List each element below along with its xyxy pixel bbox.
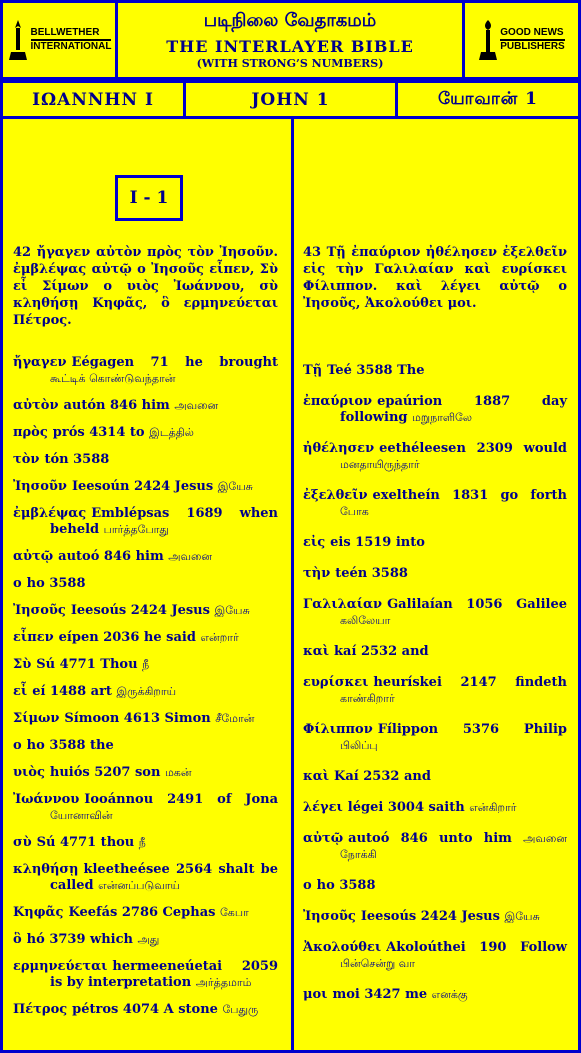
tamil-gloss: கூட்டிக் கொண்டுவந்தான் xyxy=(50,372,176,385)
logo-right-line2: PUBLISHERS xyxy=(500,41,565,52)
gloss: légei 3004 saith xyxy=(347,800,465,815)
tamil-gloss: நீ xyxy=(142,658,150,671)
tamil-gloss: மகன் xyxy=(164,766,192,779)
greek-word: Ἰωάννου xyxy=(13,792,80,807)
tamil-gloss: காண்கிறார் xyxy=(340,692,395,705)
list-item xyxy=(303,909,567,925)
greek-word: Σίμων xyxy=(13,711,60,726)
list-item xyxy=(13,765,278,781)
logo-right-line1: GOOD NEWS xyxy=(500,27,564,41)
gloss: prós 4314 to xyxy=(52,425,145,440)
tamil-gloss: அவனை நோக்கி xyxy=(340,832,567,861)
gloss: autoó 846 unto him xyxy=(348,831,512,846)
tamil-gloss: என்கிறார் xyxy=(469,801,517,814)
tamil-gloss: என்னப்படுவாய் xyxy=(98,879,180,892)
greek-word: Ἰησοῦς xyxy=(13,603,66,618)
title-tamil: படிநிலை வேதாகமம் xyxy=(203,10,377,31)
list-item xyxy=(303,769,567,785)
tamil-gloss: பார்த்தபோது xyxy=(103,523,169,536)
list-item xyxy=(303,597,567,629)
gloss: Ieesoús 2424 Jesus xyxy=(360,909,500,924)
list-item xyxy=(13,862,278,894)
greek-word: αὐτὸν xyxy=(13,398,59,413)
tamil-gloss: கேபா xyxy=(220,906,249,919)
gloss: eethéleesen 2309 would xyxy=(379,441,567,456)
greek-word: Πέτρος xyxy=(13,1002,68,1017)
book-tamil-label: யோவான் 1 xyxy=(438,88,538,109)
list-item xyxy=(13,549,278,565)
left-entry-list xyxy=(13,355,278,1029)
tamil-gloss: மறுநாளிலே xyxy=(412,411,472,424)
list-item xyxy=(303,831,567,863)
tamil-gloss: மனதாயிருந்தார் xyxy=(340,458,420,471)
greek-word: ἐπαύριον xyxy=(303,394,373,409)
tamil-gloss: இடத்தில் xyxy=(149,426,194,439)
greek-word: ἠθέλησεν xyxy=(303,441,375,456)
tamil-gloss: இயேசு xyxy=(504,910,540,923)
greek-word: Γαλιλαίαν xyxy=(303,597,383,612)
tamil-gloss: கலிலேயா xyxy=(340,614,391,627)
gloss: Símoon 4613 Simon xyxy=(64,711,211,726)
bellwether-logo xyxy=(0,0,118,80)
greek-word: αὐτῷ xyxy=(303,831,344,846)
tamil-gloss: இருக்கிறாய் xyxy=(116,685,177,698)
tamil-gloss: யோனாவின் xyxy=(50,809,113,822)
list-item xyxy=(303,441,567,473)
tamil-gloss: போக xyxy=(340,505,369,518)
greek-word: ο xyxy=(13,576,22,591)
greek-word: ο xyxy=(13,738,22,753)
gloss: autón 846 him xyxy=(63,398,170,413)
gloss: kleetheésee 2564 shalt be called xyxy=(50,862,278,893)
greek-word: εἰς xyxy=(303,535,326,550)
list-item xyxy=(13,835,278,851)
book-english-label: JOHN 1 xyxy=(251,89,330,110)
gloss: Ieesoús 2424 Jesus xyxy=(70,603,210,618)
list-item xyxy=(13,452,278,468)
gloss: Akoloúthei 190 Follow xyxy=(386,940,567,955)
list-item xyxy=(13,792,278,824)
gloss: tón 3588 xyxy=(44,452,110,467)
list-item xyxy=(13,506,278,538)
logo-left-line2: INTERNATIONAL xyxy=(30,41,112,52)
list-item xyxy=(13,657,278,673)
greek-word: ἤγαγεν xyxy=(13,355,67,370)
title-subtitle: (WITH STRONG’S NUMBERS) xyxy=(196,57,384,70)
tamil-gloss: அவனை xyxy=(168,550,213,563)
verse-42-text: 42 ἤγαγεν αὐτὸν πρὸς τὸν Ἰησοῦν. ἐμβλέψας αὐτῷ ο Ἰησοῦς εἶπεν, Σὺ εἶ Σίμων ο υιὸς Ἰωάννου, σὺ κληθήσῃ Κηφᾶς, ὃ ερμηνεύεται Πέτρος. xyxy=(13,245,278,328)
greek-word: πρὸς xyxy=(13,425,48,440)
list-item xyxy=(13,355,278,387)
greek-word: ἐξελθεῖν xyxy=(303,488,368,503)
list-item xyxy=(303,488,567,520)
list-item xyxy=(13,603,278,619)
greek-word: καὶ xyxy=(303,644,330,659)
greek-word: Ἀκολούθει xyxy=(303,940,382,955)
gloss: teén 3588 xyxy=(335,566,408,581)
tamil-gloss: இயேசு xyxy=(214,604,250,617)
gloss: autoó 846 him xyxy=(58,549,164,564)
greek-word: Ἰησοῦν xyxy=(13,479,67,494)
tamil-gloss: அது xyxy=(137,933,160,946)
list-item xyxy=(303,394,567,426)
list-item xyxy=(13,905,278,921)
gloss: Ieesoún 2424 Jesus xyxy=(71,479,214,494)
gloss: pétros 4074 A stone xyxy=(72,1002,218,1017)
greek-word: εἶπεν xyxy=(13,630,54,645)
list-item xyxy=(13,630,278,646)
list-item xyxy=(303,535,567,551)
gloss: Emblépsas 1689 when beheld xyxy=(50,506,278,537)
gloss: eípen 2036 he said xyxy=(58,630,196,645)
greek-word: σὺ xyxy=(13,835,32,850)
title-english: THE INTERLAYER BIBLE xyxy=(166,37,414,56)
greek-word: εἶ xyxy=(13,684,28,699)
list-item xyxy=(13,398,278,414)
greek-word: ευρίσκει xyxy=(303,675,369,690)
gloss: Keefás 2786 Cephas xyxy=(68,905,216,920)
tamil-gloss: அவனை xyxy=(174,399,219,412)
greek-word: λέγει xyxy=(303,800,343,815)
list-item xyxy=(13,1002,278,1018)
list-item xyxy=(13,711,278,727)
list-item xyxy=(303,644,567,660)
list-item xyxy=(303,675,567,707)
list-item xyxy=(13,576,278,592)
greek-word: Φίλιππον xyxy=(303,722,373,737)
gloss: eí 1488 art xyxy=(32,684,112,699)
list-item xyxy=(303,878,567,894)
torch-icon xyxy=(478,18,498,62)
greek-word: ερμηνεύεται xyxy=(13,959,108,974)
gloss: epaúrion 1887 day following xyxy=(340,394,567,425)
list-item xyxy=(303,987,567,1003)
gloss: ho 3588 xyxy=(316,878,376,893)
gloss: Galilaían 1056 Galilee xyxy=(387,597,567,612)
greek-word: Τῇ xyxy=(303,363,323,378)
gloss: Kaí 2532 and xyxy=(334,769,431,784)
list-item xyxy=(13,959,278,991)
good-news-logo xyxy=(462,0,581,80)
gloss: exeltheín 1831 go forth xyxy=(372,488,567,503)
gloss: kaí 2532 and xyxy=(334,644,429,659)
gloss: Eégagen 71 he brought xyxy=(71,355,278,370)
list-item xyxy=(13,738,278,754)
gloss: moi 3427 me xyxy=(332,987,428,1002)
tamil-gloss: பேதுரு xyxy=(222,1003,259,1016)
list-item xyxy=(303,722,567,754)
list-item xyxy=(13,479,278,495)
greek-word: καὶ xyxy=(303,769,330,784)
title-block xyxy=(115,0,465,80)
tamil-gloss: என்றார் xyxy=(200,631,239,644)
list-item xyxy=(13,425,278,441)
greek-word: Κηφᾶς xyxy=(13,905,64,920)
tamil-gloss: பின்சென்று வா xyxy=(340,957,415,970)
greek-word: κληθήσῃ xyxy=(13,862,79,877)
lamp-icon xyxy=(7,18,29,62)
gloss: Sú 4771 Thou xyxy=(36,657,138,672)
list-item xyxy=(303,363,567,379)
list-item xyxy=(13,684,278,700)
gloss: Iooánnou 2491 of Jona xyxy=(84,792,278,807)
tamil-gloss: எனக்கு xyxy=(431,988,468,1001)
book-greek-label: ΙΩΑΝΝΗΝ Ι xyxy=(32,89,154,110)
greek-word: Σὺ xyxy=(13,657,32,672)
verse-43-text: 43 Τῇ ἐπαύριον ἠθέλησεν ἐξελθεῖν εἰς τὴν Γαλιλαίαν καὶ ευρίσκει Φίλιππον. καὶ λέγει αὐτῷ ο Ἰησοῦς, Ἀκολούθει μοι. xyxy=(303,245,567,311)
greek-word: υιὸς xyxy=(13,765,45,780)
gloss: huiós 5207 son xyxy=(49,765,161,780)
gloss: ho 3588 the xyxy=(26,738,114,753)
book-greek xyxy=(0,80,186,119)
gloss: hó 3739 which xyxy=(26,932,133,947)
list-item xyxy=(303,566,567,582)
gloss: hermeeneúetai 2059 is by interpretation xyxy=(50,959,278,990)
gloss: heurískei 2147 findeth xyxy=(373,675,567,690)
greek-word: τὸν xyxy=(13,452,40,467)
list-item xyxy=(303,940,567,972)
gloss: eis 1519 into xyxy=(330,535,425,550)
gloss: ho 3588 xyxy=(26,576,86,591)
gloss: Teé 3588 The xyxy=(327,363,425,378)
gloss: Fílippon 5376 Philip xyxy=(377,722,567,737)
list-item xyxy=(303,800,567,816)
book-tamil xyxy=(395,80,581,119)
logo-left-line1: BELLWETHER xyxy=(31,27,112,41)
tamil-gloss: பிலிப்பு xyxy=(340,739,378,752)
tamil-gloss: நீ xyxy=(138,836,146,849)
greek-word: μοι xyxy=(303,987,328,1002)
greek-word: Ἰησοῦς xyxy=(303,909,356,924)
greek-word: ο xyxy=(303,878,312,893)
right-entry-list xyxy=(303,363,567,1018)
list-item xyxy=(13,932,278,948)
tamil-gloss: அர்த்தமாம் xyxy=(195,976,252,989)
greek-word: αὐτῷ xyxy=(13,549,54,564)
greek-word: ὃ xyxy=(13,932,22,947)
greek-word: τὴν xyxy=(303,566,331,581)
tamil-gloss: சீமோன் xyxy=(215,712,255,725)
gloss: Sú 4771 thou xyxy=(36,835,135,850)
tamil-gloss: இயேசு xyxy=(217,480,253,493)
section-label: I - 1 xyxy=(115,175,183,221)
book-english xyxy=(183,80,398,119)
greek-word: ἐμβλέψας xyxy=(13,506,87,521)
